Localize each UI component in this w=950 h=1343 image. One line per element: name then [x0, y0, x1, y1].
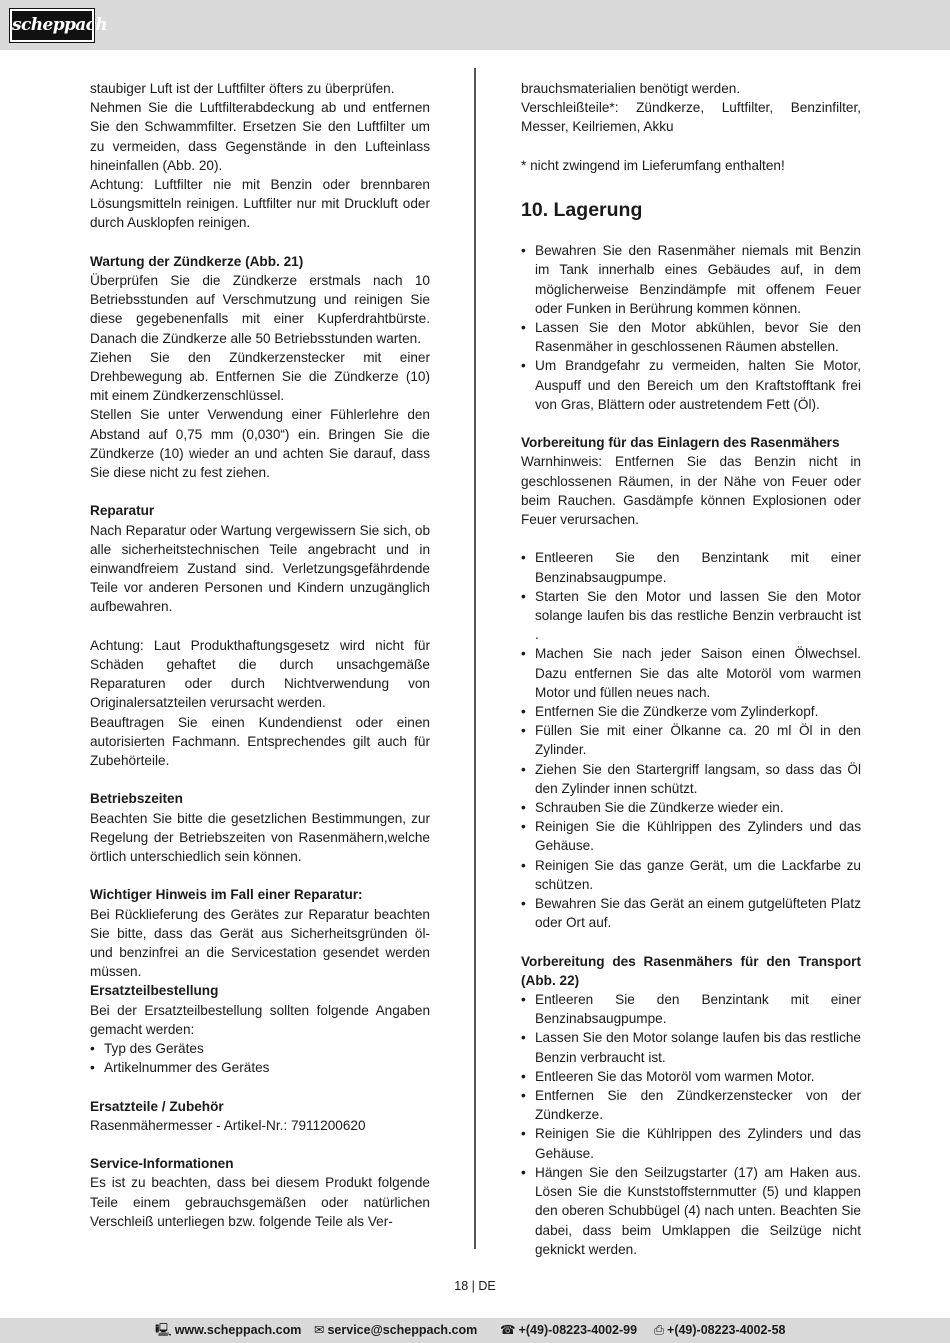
list-item: • Typ des Gerätes — [90, 1041, 204, 1057]
fax-icon: ⎙ — [654, 1323, 665, 1337]
list-item: • Ziehen Sie den Startergriff langsam, so dass das Öl den Zylinder innen schützt. — [521, 761, 861, 796]
header-bar — [0, 0, 950, 50]
paragraph: brauchsmaterialien benötigt werden. — [521, 81, 741, 96]
list-item: • Hängen Sie den Seilzugstarter (17) am Haken aus. Lösen Sie die Kunststoffsternmutter (5) und klappen den oberen Schubbügel (4) nach unten. Beachten Sie dabei, dass beim Umklappen die Seilzüge nicht geknickt werden. — [521, 1164, 861, 1257]
bullet-list — [521, 241, 861, 414]
list-item: • Entleeren Sie den Benzintank mit einer Benzinabsaugpumpe. — [521, 550, 861, 585]
paragraph: Achtung: Luftfilter nie mit Benzin oder brennbaren Lösungsmitteln reinigen. Luftfilter nur mit Druckluft oder durch Ausklopfen reinigen. — [90, 177, 430, 231]
paragraph: Ziehen Sie den Zündkerzenstecker mit einer Drehbewegung ab. Entfernen Sie die Zündkerze (10) mit einem Zündkerzenschlüssel. — [90, 349, 430, 404]
section-heading: Ersatzteilbestellung — [90, 983, 219, 999]
section-heading: Reparatur — [90, 503, 155, 519]
paragraph: Stellen Sie unter Verwendung einer Fühlerlehre den Abstand auf 0,75 mm (0,030“) ein. Bringen Sie die Zündkerze (10) wieder an und achten Sie darauf, dass Sie diese nicht zu fest ziehen. — [90, 407, 430, 481]
list-item: • Um Brandgefahr zu vermeiden, halten Sie Motor, Auspuff und den Bereich um den Kraftstofftank frei von Gras, Blättern oder austretendem Fett (Öl). — [521, 358, 861, 412]
list-item: • Starten Sie den Motor und lassen Sie den Motor solange laufen bis das restliche Benzin verbraucht ist . — [521, 588, 861, 643]
footer-fax: ⎙ +(49)-08223-4002-58 — [654, 1318, 786, 1343]
left-column — [90, 79, 430, 1231]
list-item: • Bewahren Sie das Gerät an einem gutgelüfteten Platz oder Ort auf. — [521, 896, 861, 931]
paragraph: Nehmen Sie die Luftfilterabdeckung ab und entfernen Sie den Schwammfilter. Ersetzen Sie den Luftfilter um zu vermeiden, dass Gegenstände in den Lufteinlass hineinfallen (Abb. 20). — [90, 100, 430, 173]
list-item: • Entfernen Sie den Zündkerzenstecker von der Zündkerze. — [521, 1088, 861, 1123]
paragraph: Beauftragen Sie einen Kundendienst oder einen autorisierten Fachmann. Entsprechendes gilt auch für Zubehörteile. — [90, 714, 430, 769]
paragraph: Bei Rücklieferung des Gerätes zur Reparatur beachten Sie bitte, dass das Gerät aus Sicherheitsgründen öl- und benzinfrei an die Servicestation gesendet werden müssen. — [90, 906, 430, 980]
paragraph: Achtung: Laut Produkthaftungsgesetz wird nicht für Schäden gehaftet die durch unsachgemäße Reparaturen oder durch Nichtverwendung von Originalersatzteilen verursacht werden. — [90, 637, 430, 711]
paragraph: Es ist zu beachten, dass bei diesem Produkt folgende Teile einem gebrauchsgemäßen oder natürlichen Verschleiß unterliegen bzw. folgende Teile als Ver- — [90, 1175, 430, 1229]
bullet-list — [521, 548, 861, 932]
footer-email[interactable]: ✉ service@scheppach.com — [314, 1318, 477, 1343]
list-item: • Lassen Sie den Motor solange laufen bis das restliche Benzin verbraucht ist. — [521, 1030, 861, 1065]
list-item: • Reinigen Sie die Kühlrippen des Zylinders und das Gehäuse. — [521, 819, 861, 854]
list-item: • Artikelnummer des Gerätes — [90, 1060, 270, 1076]
footer-bar — [0, 1318, 950, 1343]
list-item: • Entleeren Sie das Motoröl vom warmen Motor. — [521, 1068, 815, 1084]
list-item: • Bewahren Sie den Rasenmäher niemals mit Benzin im Tank innerhalb eines Gebäudes auf, in dem möglicherweise Benzindämpfe mit offenem Feuer oder Funken in Berührung kommen können. — [521, 243, 861, 316]
right-column — [521, 79, 861, 1259]
paragraph: Warnhinweis: Entfernen Sie das Benzin nicht in geschlossenen Räumen, in der Nähe von Feuer oder beim Rauchen. Gasdämpfe können Explosionen oder Feuer verursachen. — [521, 454, 861, 528]
list-item: • Reinigen Sie das ganze Gerät, um die Lackfarbe zu schützen. — [521, 857, 861, 892]
list-item: • Machen Sie nach jeder Saison einen Ölwechsel. Dazu entfernen Sie das alte Motoröl vom warmen Motor und füllen neues nach. — [521, 646, 861, 700]
footnote: * nicht zwingend im Lieferumfang enthalten! — [521, 157, 785, 173]
email-icon: ✉ — [314, 1323, 325, 1337]
paragraph: staubiger Luft ist der Luftfilter öfters zu überprüfen. — [90, 81, 395, 96]
section-heading: Wartung der Zündkerze (Abb. 21) — [90, 253, 304, 269]
page-number: 18 | DE — [454, 1279, 496, 1293]
paragraph: Rasenmähermesser - Artikel-Nr.: 7911200620 — [90, 1117, 366, 1133]
list-item: • Lassen Sie den Motor abkühlen, bevor Sie den Rasenmäher in geschlossenen Räumen abstellen. — [521, 320, 861, 355]
section-heading: Vorbereitung des Rasenmähers für den Transport (Abb. 22) — [521, 953, 861, 988]
section-heading: Ersatzteile / Zubehör — [90, 1098, 224, 1114]
footer-web[interactable]: 🖳 www.scheppach.com — [155, 1318, 301, 1343]
paragraph: Beachten Sie bitte die gesetzlichen Bestimmungen, zur Regelung der Betriebszeiten von Rasenmähern,welche örtlich unterschiedlich sein können. — [90, 810, 430, 865]
section-heading: Vorbereitung für das Einlagern des Rasenmähers — [521, 435, 840, 451]
list-item: • Schrauben Sie die Zündkerze wieder ein. — [521, 800, 784, 816]
list-item: • Füllen Sie mit einer Ölkanne ca. 20 ml Öl in den Zylinder. — [521, 723, 861, 758]
list-item: • Entfernen Sie die Zündkerze vom Zylinderkopf. — [521, 704, 819, 720]
paragraph: Bei der Ersatzteilbestellung sollten folgende Angaben gemacht werden: — [90, 1002, 430, 1037]
paragraph: Verschleißteile*: Zündkerze, Luftfilter, Benzinfilter, Messer, Keilriemen, Akku — [521, 100, 861, 135]
section-title: 10. Lagerung — [521, 199, 643, 222]
scheppach-logo: scheppach — [10, 9, 94, 42]
bullet-list — [90, 1039, 430, 1077]
paragraph: Überprüfen Sie die Zündkerze erstmals nach 10 Betriebsstunden auf Verschmutzung und reinigen Sie diese gegebenenfalls mit einer Kupferdrahtbürste. Danach die Zündkerze alle 50 Betriebsstunden warten. — [90, 273, 430, 346]
footer-phone: ☎ +(49)-08223-4002-99 — [500, 1318, 637, 1343]
section-heading: Service-Informationen — [90, 1156, 234, 1172]
section-heading: Wichtiger Hinweis im Fall einer Reparatur: — [90, 887, 363, 903]
phone-icon: ☎ — [500, 1323, 516, 1337]
paragraph: Nach Reparatur oder Wartung vergewissern Sie sich, ob alle sicherheitstechnischen Teile angebracht und in einwandfreiem Zustand sind. Verletzungsgefährdende Teile vor anderen Personen und Kindern unzugänglich aufbewahren. — [90, 522, 430, 615]
computer-icon: 🖳 — [155, 1323, 172, 1337]
section-heading: Betriebszeiten — [90, 791, 183, 807]
list-item: • Entleeren Sie den Benzintank mit einer Benzinabsaugpumpe. — [521, 992, 861, 1027]
column-divider — [474, 68, 476, 1249]
bullet-list — [521, 990, 861, 1259]
list-item: • Reinigen Sie die Kühlrippen des Zylinders und das Gehäuse. — [521, 1126, 861, 1161]
